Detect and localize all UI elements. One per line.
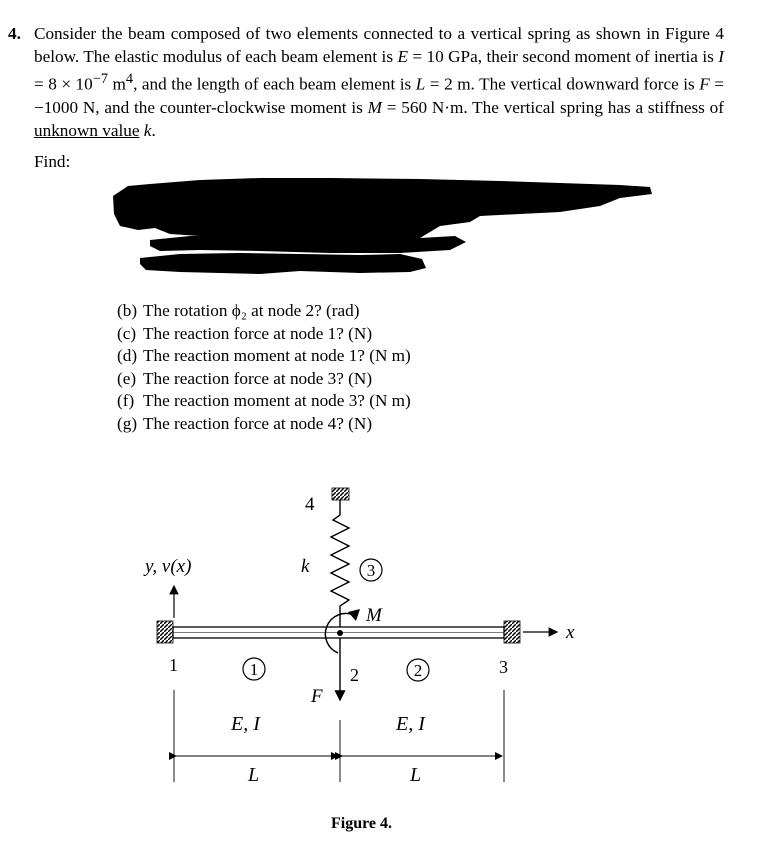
question-item: (g) The reaction force at node 4? (N)	[117, 413, 373, 433]
dimension-label-2: L	[410, 764, 422, 786]
moment-label: M	[366, 605, 382, 626]
left-fixed-support	[157, 621, 173, 643]
statement-segment: L	[415, 74, 426, 94]
statement-segment: 4	[125, 71, 134, 87]
question-item: (c) The reaction force at node 1? (N)	[117, 323, 373, 343]
element-props-2: E, I	[396, 713, 425, 735]
node-label-4: 4	[305, 494, 315, 515]
y-axis-label: y, v(x)	[145, 556, 192, 577]
statement-segment: k	[143, 120, 152, 140]
element-props-1: E, I	[231, 713, 260, 735]
statement-segment: I	[718, 47, 724, 66]
spring-ground-support	[332, 488, 349, 500]
statement-segment: m	[108, 74, 126, 94]
question-item: (b) The rotation ϕ₂ at node 2? (rad)	[117, 301, 360, 320]
dimension-label-1: L	[248, 764, 260, 786]
right-fixed-support	[504, 621, 520, 643]
question-item: (d) The reaction moment at node 1? (N m)	[117, 346, 411, 366]
statement-segment: −7	[92, 71, 108, 87]
node-2-point	[337, 630, 343, 636]
statement-segment: Consider the beam composed of two elements connected to a vertical spring as shown in Figure 4 below. The elastic modulus of each beam element is	[34, 24, 724, 66]
moment-arrowhead	[348, 609, 360, 621]
statement-segment: .	[151, 120, 156, 140]
problem-number: 4.	[8, 24, 21, 43]
statement-segment: , and the length of each beam element is	[133, 74, 416, 94]
question-item: (e) The reaction force at node 3? (N)	[117, 368, 373, 388]
spring-label: k	[301, 556, 310, 577]
spring	[331, 500, 349, 627]
node-label-2: 2	[350, 665, 359, 685]
element-label-2: 2	[413, 661, 423, 680]
statement-segment: = 560 N·m. The vertical spring has a stiffness of	[381, 97, 724, 117]
statement-segment: = 2 m. The vertical downward force is	[425, 74, 700, 94]
element-label-3: 3	[366, 561, 376, 580]
figure-caption: Figure 4.	[331, 815, 393, 832]
statement-segment: F	[699, 74, 710, 94]
find-label: Find:	[34, 152, 71, 171]
element-label-1: 1	[249, 660, 259, 679]
question-item: (f) The reaction moment at node 3? (N m)	[117, 391, 411, 411]
statement-segment: = −1000 N, and the counter-clockwise moment is	[34, 74, 725, 117]
statement-segment: unknown value	[34, 120, 140, 140]
statement-segment: = 10 GPa, their second moment of inertia is	[407, 47, 719, 66]
node-label-1: 1	[169, 655, 178, 675]
statement-segment: M	[367, 97, 382, 117]
x-axis-label: x	[566, 622, 575, 643]
force-label: F	[311, 686, 323, 707]
statement-segment: E	[397, 47, 408, 66]
statement-segment: = 8 × 10	[34, 74, 93, 94]
node-label-3: 3	[499, 657, 508, 677]
